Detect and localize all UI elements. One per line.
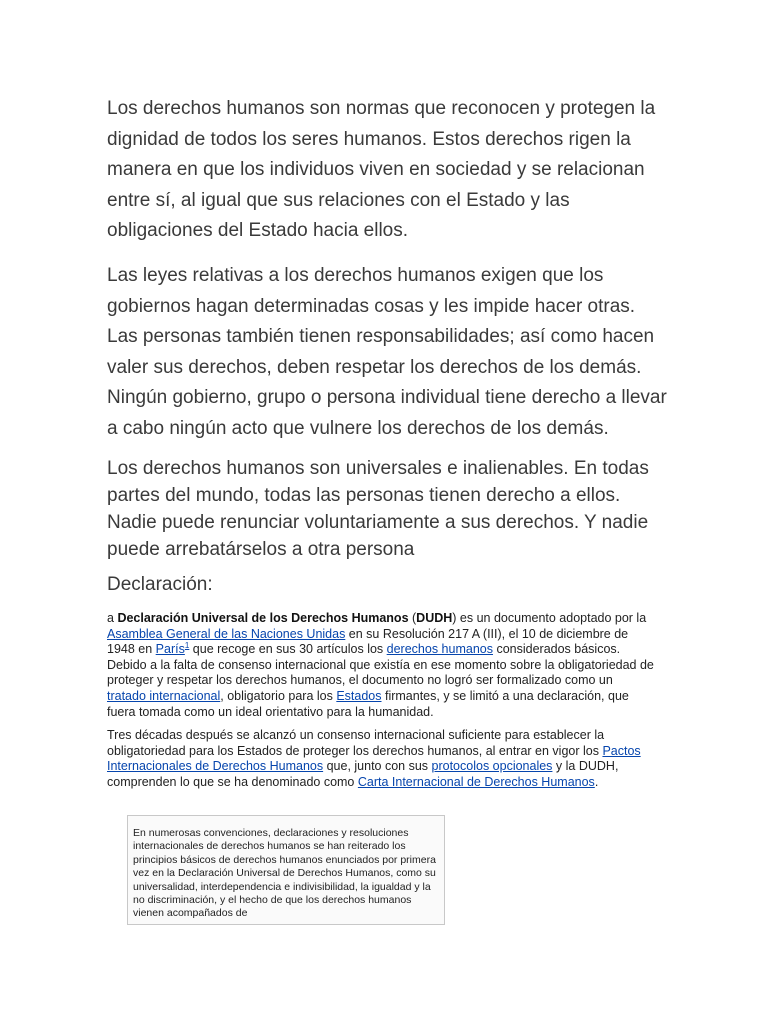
wiki-text: que, junto con sus — [323, 759, 432, 774]
wiki-text: considerados básicos. Debido a la falta de consenso internacional que existía en ese momento sobre la obligatoriedad de proteger y respetar los derechos humanos, el documento no logró ser formalizado como un — [107, 642, 654, 688]
wiki-text: ( — [408, 611, 417, 625]
wiki-text: en su Resolución 217 A (III), el 10 de diciembre de 1948 en — [107, 626, 629, 657]
paragraph-2: Las leyes relativas a los derechos humanos exigen que los gobiernos hagan determinadas cosas y les impide hacer otras. Las personas también tienen responsabilidades; así como hacen valer sus derechos, deben respetar los derechos de los demás. Ningún gobierno, grupo o persona individual tiene derecho a llevar a cabo ningún acto que vulnere los derechos de los demás. — [107, 265, 667, 439]
footnote-link[interactable]: 1 — [184, 641, 190, 651]
link-paris[interactable]: París — [155, 642, 185, 657]
wiki-text: ) es un documento adoptado por la — [452, 611, 647, 625]
wiki-text: a — [107, 611, 118, 625]
wiki-text: firmantes, y se limitó a una declaración, que fuera tomada como un ideal orientativo para la humanidad. — [107, 688, 629, 719]
link-tratado-internacional[interactable]: tratado internacional — [107, 688, 221, 703]
link-protocolos-opcionales[interactable]: protocolos opcionales — [431, 759, 553, 774]
paragraph-3: Los derechos humanos son universales e inalienables. En todas partes del mundo, todas las personas tienen derecho a ellos. Nadie puede renunciar voluntariamente a sus derechos. Y nadie puede arrebatárselos a otra persona — [107, 458, 649, 560]
wiki-bold-acronym: DUDH — [416, 611, 453, 625]
link-estados[interactable]: Estados — [336, 688, 382, 703]
link-derechos-humanos[interactable]: derechos humanos — [386, 642, 493, 657]
paragraph-1: Los derechos humanos son normas que reconocen y protegen la dignidad de todos los seres humanos. Estos derechos rigen la manera en que los individuos viven en sociedad y se relacionan entre sí, al igual que sus relaciones con el Estado y las obligaciones del Estado hacia ellos. — [107, 98, 656, 241]
wiki-text: , obligatorio para los — [220, 688, 337, 703]
wiki-text: Tres décadas después se alcanzó un consenso internacional suficiente para establecer la obligatoriedad para los Estados de proteger los derechos humanos, al entrar en vigor los — [107, 728, 605, 758]
quote-text: En numerosas convenciones, declaraciones y resoluciones internacionales de derechos humanos se han reiterado los principios básicos de derechos humanos enunciados por primera vez en la Declaración Universal de Derechos Humanos, como su universalidad, interdependencia e indivisibilidad, la igualdad y la no discriminación, y el hecho de que los derechos humanos vienen acompañados de — [133, 827, 436, 920]
wiki-paragraph-1 — [107, 611, 655, 720]
wiki-text: . — [594, 774, 599, 789]
wiki-paragraph-2 — [107, 728, 655, 790]
section-heading: Declaración: — [107, 574, 213, 595]
link-asamblea-general[interactable]: Asamblea General de las Naciones Unidas — [107, 626, 346, 641]
link-carta-internacional[interactable]: Carta Internacional de Derechos Humanos — [357, 774, 595, 789]
quote-box — [127, 815, 445, 925]
link-pactos-internacionales[interactable]: Pactos Internacionales de Derechos Humanos — [107, 743, 641, 774]
wiki-text: y la DUDH, comprenden lo que se ha denominado como — [107, 759, 619, 789]
wiki-bold-title: Declaración Universal de los Derechos Humanos — [117, 611, 409, 625]
wiki-text: que recoge en sus 30 artículos los — [189, 642, 387, 657]
